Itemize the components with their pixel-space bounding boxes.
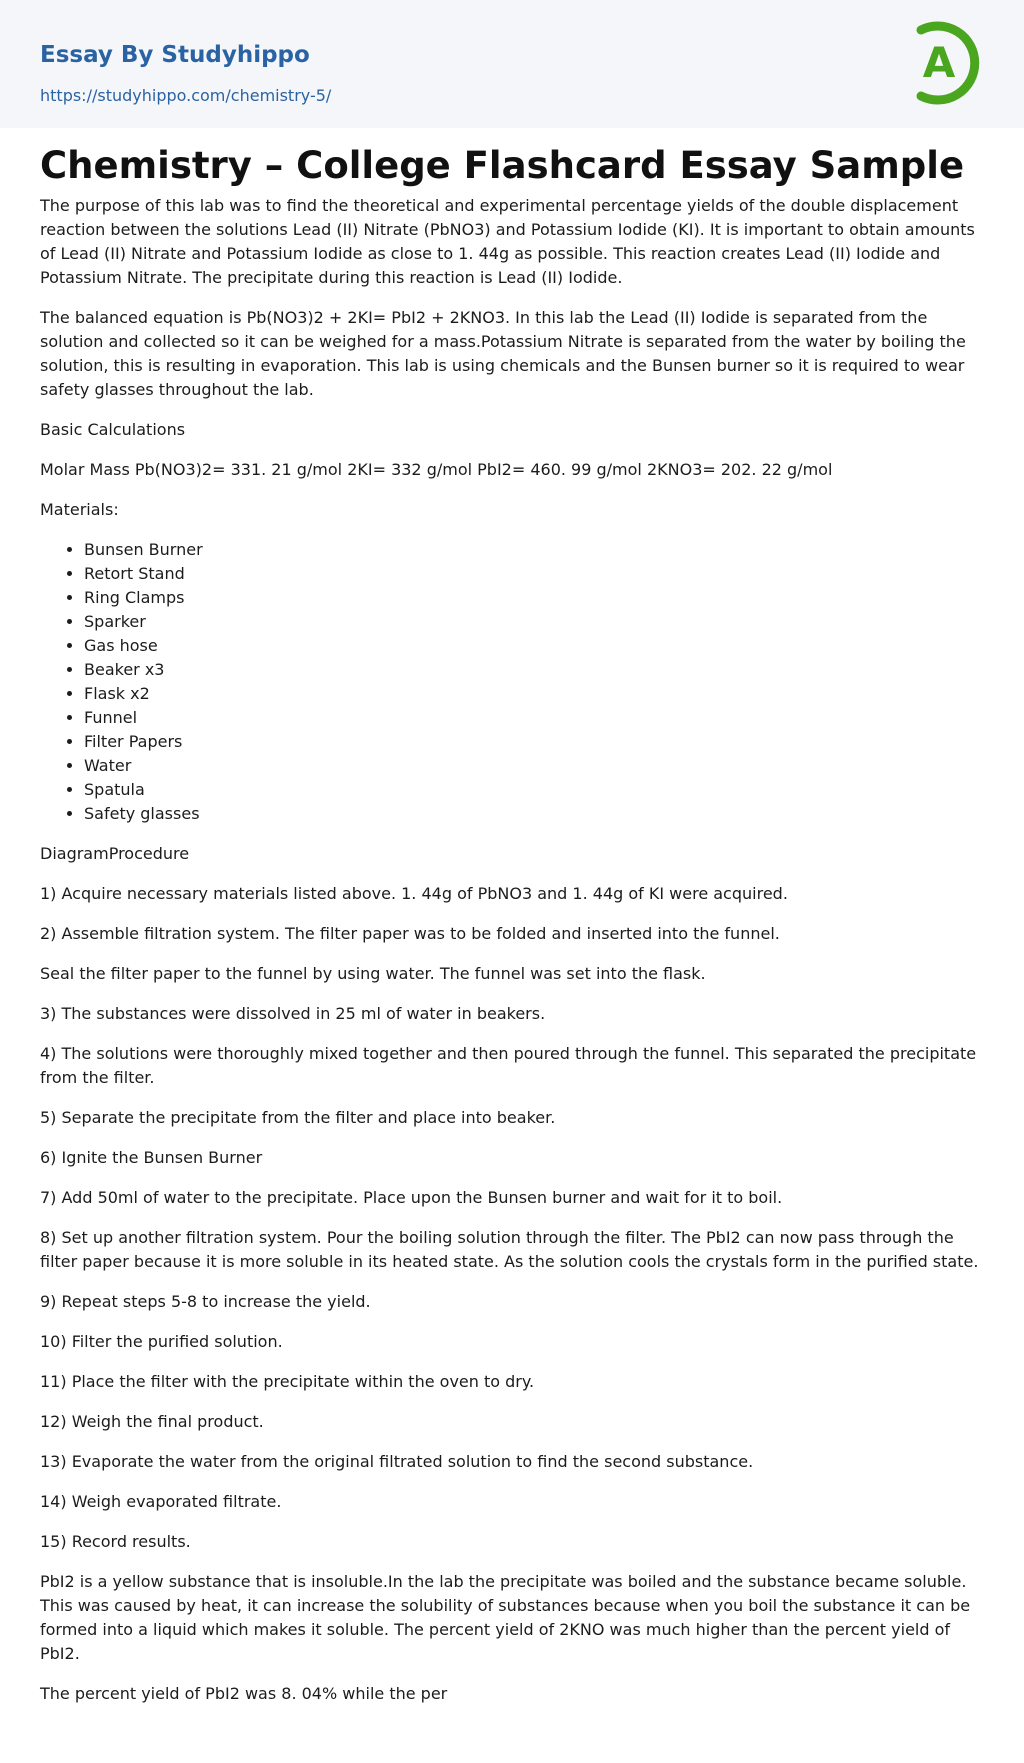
procedure-step: 13) Evaporate the water from the original filtrated solution to find the second substance. (40, 1452, 754, 1471)
list-item: • Gas hose (84, 634, 984, 658)
page-title: Chemistry – College Flashcard Essay Sample (40, 144, 965, 187)
truncated-paragraph: The percent yield of PbI2 was 8. 04% while the per (40, 1684, 448, 1703)
procedure-step: 12) Weigh the final product. (40, 1412, 264, 1431)
essay-content (0, 144, 1024, 1706)
procedure-step: 8) Set up another filtration system. Pour the boiling solution through the filter. The PbI2 can now pass through the filter paper because it is more soluble in its heated state. As the solution cools the crystals form in the purified state. (40, 1228, 979, 1271)
logo-letter: A (922, 38, 956, 87)
procedure-step: 1) Acquire necessary materials listed above. 1. 44g of PbNO3 and 1. 44g of KI were acquired. (40, 884, 788, 903)
molar-mass-paragraph: Molar Mass Pb(NO3)2= 331. 21 g/mol 2KI= 332 g/mol PbI2= 460. 99 g/mol 2KNO3= 202. 22 g/mol (40, 460, 833, 479)
list-item: • Water (84, 754, 984, 778)
list-item: • Sparker (84, 610, 984, 634)
list-item: • Ring Clamps (84, 586, 984, 610)
list-item: • Filter Papers (84, 730, 984, 754)
list-item: • Safety glasses (84, 802, 984, 826)
procedure-step: 11) Place the filter with the precipitate within the oven to dry. (40, 1372, 535, 1391)
procedure-step: 14) Weigh evaporated filtrate. (40, 1492, 282, 1511)
procedure-step: 6) Ignite the Bunsen Burner (40, 1148, 263, 1167)
procedure-step: 3) The substances were dissolved in 25 ml of water in beakers. (40, 1004, 546, 1023)
equation-paragraph: The balanced equation is Pb(NO3)2 + 2KI= PbI2 + 2KNO3. In this lab the Lead (II) Iodide is separated from the solution and collected so it can be weighed for a mass.Potassium Nitrate is separated from the water by boiling the solution, this is resulting in evaporation. This lab is using chemicals and the Bunsen burner so it is required to wear safety glasses throughout the lab. (40, 308, 966, 399)
procedure-step: 2) Assemble filtration system. The filter paper was to be folded and inserted into the funnel. (40, 924, 780, 943)
procedure-step: Seal the filter paper to the funnel by using water. The funnel was set into the flask. (40, 964, 706, 983)
procedure-step: 5) Separate the precipitate from the filter and place into beaker. (40, 1108, 556, 1127)
procedure-step: 4) The solutions were thoroughly mixed together and then poured through the funnel. This separated the precipitate from the filter. (40, 1044, 977, 1087)
list-item: • Beaker x3 (84, 658, 984, 682)
procedure-step: 7) Add 50ml of water to the precipitate. Place upon the Bunsen burner and wait for it to boil. (40, 1188, 783, 1207)
list-item: • Spatula (84, 778, 984, 802)
materials-list (40, 538, 984, 826)
intro-paragraph: The purpose of this lab was to find the theoretical and experimental percentage yields of the double displacement reaction between the solutions Lead (II) Nitrate (PbNO3) and Potassium Iodide (KI). It is important to obtain amounts of Lead (II) Nitrate and Potassium Iodide as close to 1. 44g as possible. This reaction creates Lead (II) Iodide and Potassium Nitrate. The precipitate during this reaction is Lead (II) Iodide. (40, 196, 975, 287)
circle-letter-a-icon[interactable] (894, 18, 984, 108)
discussion-paragraph: PbI2 is a yellow substance that is insoluble.In the lab the precipitate was boiled and the substance became soluble. This was caused by heat, it can increase the solubility of substances because when you boil the substance it can be formed into a liquid which makes it soluble. The percent yield of 2KNO was much higher than the percent yield of PbI2. (40, 1572, 971, 1663)
list-item: • Funnel (84, 706, 984, 730)
list-item: • Retort Stand (84, 562, 984, 586)
list-item: • Bunsen Burner (84, 538, 984, 562)
procedure-step: 10) Filter the purified solution. (40, 1332, 283, 1351)
page-header (0, 0, 1024, 128)
source-url-link[interactable]: https://studyhippo.com/chemistry-5/ (40, 86, 332, 105)
basic-calculations-heading: Basic Calculations (40, 420, 186, 439)
procedure-step: 15) Record results. (40, 1532, 191, 1551)
list-item: • Flask x2 (84, 682, 984, 706)
procedure-step: 9) Repeat steps 5-8 to increase the yield. (40, 1292, 371, 1311)
procedure-heading: DiagramProcedure (40, 844, 190, 863)
materials-heading: Materials: (40, 500, 119, 519)
site-brand[interactable]: Essay By Studyhippo (40, 42, 310, 68)
